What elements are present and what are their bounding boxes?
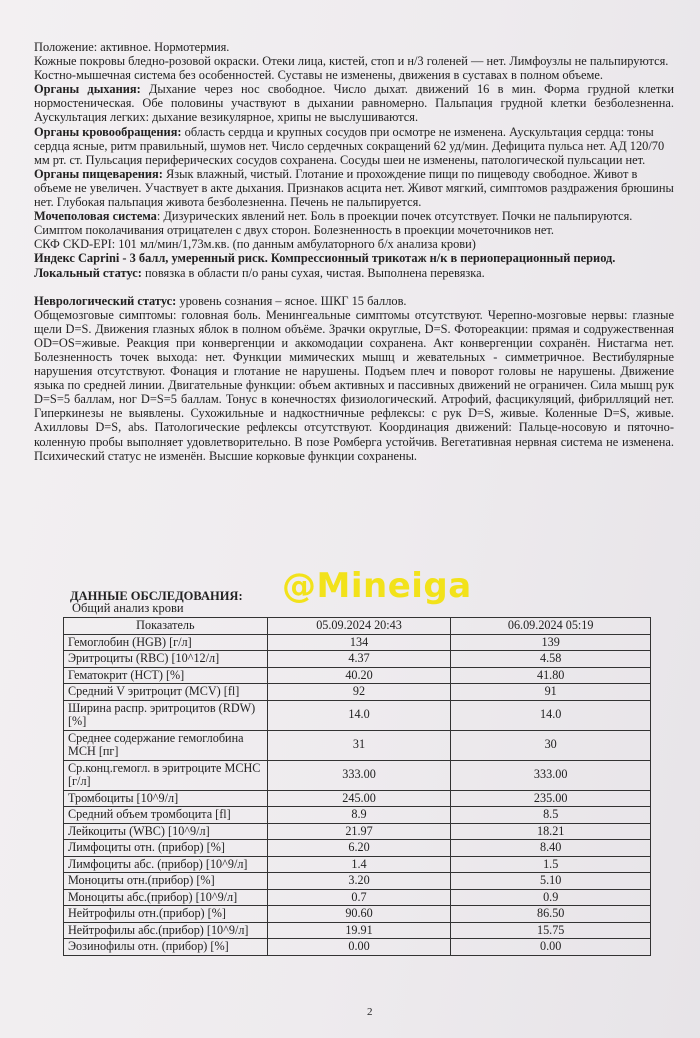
table-cell-value: 333.00 <box>451 760 651 790</box>
ckd-line: СКФ CKD-EPI: 101 мл/мин/1,73м.кв. (по данным амбулаторного б/х анализа крови) <box>34 237 476 252</box>
table-cell-indicator: Средний объем тромбоцита [fl] <box>64 807 268 824</box>
table-cell-value: 18.21 <box>451 823 651 840</box>
table-cell-value: 0.7 <box>267 889 451 906</box>
neuro-status-paragraph: Неврологический статус: уровень сознания – ясное. ШКГ 15 баллов. <box>34 293 407 308</box>
skin-paragraph: Кожные покровы бледно-розовой окраски. Отеки лица, кистей, стоп и н/3 голеней — нет. Лимфоузлы не пальпируются. Костно-мышечная система без особенностей. Суставы не изменены, движения в суставах в полном объеме. <box>34 54 669 83</box>
header-indicator: Показатель <box>64 618 268 635</box>
table-cell-indicator: Среднее содержание гемоглобина MCH [пг] <box>64 730 268 760</box>
circulation-label: Органы кровообращения: <box>34 124 182 139</box>
table-cell-value: 21.97 <box>267 823 451 840</box>
table-cell-value: 15.75 <box>451 922 651 939</box>
table-cell-value: 4.58 <box>451 651 651 668</box>
table-cell-indicator: Моноциты отн.(прибор) [%] <box>64 873 268 890</box>
table-cell-value: 30 <box>451 730 651 760</box>
local-status-label: Локальный статус: <box>34 265 142 280</box>
neuro-status-label: Неврологический статус: <box>34 293 177 308</box>
table-row <box>64 906 651 923</box>
table-cell-value: 0.00 <box>267 939 451 956</box>
table-cell-value: 0.00 <box>451 939 651 956</box>
table-cell-value: 0.9 <box>451 889 651 906</box>
table-row <box>64 889 651 906</box>
table-cell-value: 31 <box>267 730 451 760</box>
table-row <box>64 730 651 760</box>
table-cell-indicator: Средний V эритроцит (MCV) [fl] <box>64 684 268 701</box>
table-cell-value: 86.50 <box>451 906 651 923</box>
table-cell-value: 14.0 <box>267 700 451 730</box>
table-cell-indicator: Эозинофилы отн. (прибор) [%] <box>64 939 268 956</box>
header-date-2: 06.09.2024 05:19 <box>451 618 651 635</box>
table-cell-indicator: Эритроциты (RBC) [10^12/л] <box>64 651 268 668</box>
table-cell-value: 90.60 <box>267 906 451 923</box>
table-cell-indicator: Гематокрит (HCT) [%] <box>64 667 268 684</box>
table-cell-value: 41.80 <box>451 667 651 684</box>
circulation-paragraph: Органы кровообращения: область сердца и крупных сосудов при осмотре не изменена. Аускультация сердца: тоны сердца ясные, ритм правильный, шумов нет. Число сердечных сокращений 62 уд/мин. Дефицита пульса нет. АД 120/70 мм рт. ст. Пульсация периферических сосудов сохранена. Сосуды шеи не изменены, патологической пульсации нет. <box>34 124 665 167</box>
table-cell-value: 6.20 <box>267 840 451 857</box>
table-cell-value: 333.00 <box>267 760 451 790</box>
table-row <box>64 840 651 857</box>
table-row <box>64 873 651 890</box>
table-row <box>64 684 651 701</box>
exam-text <box>34 40 674 463</box>
table-row <box>64 939 651 956</box>
table-cell-value: 14.0 <box>451 700 651 730</box>
table-cell-indicator: Ср.конц.гемогл. в эритроците MCHC [г/л] <box>64 760 268 790</box>
table-cell-value: 8.9 <box>267 807 451 824</box>
table-cell-value: 8.5 <box>451 807 651 824</box>
table-cell-indicator: Гемоглобин (HGB) [г/л] <box>64 634 268 651</box>
table-cell-value: 19.91 <box>267 922 451 939</box>
header-date-1: 05.09.2024 20:43 <box>267 618 451 635</box>
table-cell-value: 5.10 <box>451 873 651 890</box>
table-cell-value: 134 <box>267 634 451 651</box>
digestion-label: Органы пищеварения: <box>34 166 163 181</box>
position-line: Положение: активное. Нормотермия. <box>34 40 230 54</box>
table-row <box>64 700 651 730</box>
table-cell-value: 3.20 <box>267 873 451 890</box>
exam-section-subtitle: Общий анализ крови <box>72 601 184 615</box>
table-cell-indicator: Ширина распр. эритроцитов (RDW) [%] <box>64 700 268 730</box>
table-row <box>64 790 651 807</box>
digestion-paragraph: Органы пищеварения: Язык влажный, чистый. Глотание и прохождение пищи по пищеводу свободное. Живот в объеме не увеличен. Участвует в акте дыхания. Признаков асцита нет. Живот мягкий, симптомов раздражения брюшины нет. Глубокая пальпация живота безболезненна. Печень не пальпируется. <box>34 166 674 210</box>
table-row <box>64 651 651 668</box>
table-cell-value: 139 <box>451 634 651 651</box>
local-status-paragraph: Локальный статус: повязка в области п/о раны сухая, чистая. Выполнена перевязка. <box>34 265 485 280</box>
exam-section-title: ДАННЫЕ ОБСЛЕДОВАНИЯ: <box>70 589 243 603</box>
table-cell-indicator: Лейкоциты (WBC) [10^9/л] <box>64 823 268 840</box>
watermark: @Mineiga <box>282 566 472 606</box>
table-row <box>64 807 651 824</box>
table-cell-value: 235.00 <box>451 790 651 807</box>
table-cell-value: 1.5 <box>451 856 651 873</box>
urogenital-label: Мочеполовая система <box>34 209 157 224</box>
page-number: 2 <box>367 1006 373 1018</box>
neuro-body-paragraph: Общемозговые симптомы: головная боль. Менингеальные симптомы отсутствуют. Черепно-мозговые нервы: глазные щели D=S. Движения глазных яблок в полном объёме. Зрачки округлые, D=S. Фотореакции: прямая и содружественная OD=OS=живые. Реакция при конвергенции и аккомодации сохранена. Акт конвергенции сохранён. Нистагма нет. Болезненность точек выхода: нет. Функции мимических мышц и жевательных - симметричное. Вестибулярные нарушения отсутствуют. Фонация и глотание не нарушены. Подъем плеч и поворот головы не нарушены. Движение языка по средней линии. Двигательные функции: объем активных и пассивных движений не ограничен. Сила мышц рук D=S=5 баллам, ног D=S=5 баллам. Тонус в конечностях физиологический. Атрофий, фасцикуляций, фибрилляций нет. Гиперкинезы не выявлены. Сухожильные и надкостничные рефлексы: с рук D=S, живые. Коленные D=S, живые. Ахилловы D=S, abs. Патологические рефлексы отсутствуют. Координация движений: Пальце-носовую и пяточно-коленную пробы выполняет удовлетворительно. В позе Ромберга устойчив. Вегетативная нервная система не изменена. Психический статус не изменён. Высшие корковые функции сохранены. <box>34 307 674 463</box>
blood-test-table <box>63 617 651 956</box>
table-cell-value: 40.20 <box>267 667 451 684</box>
table-header-row <box>64 618 651 635</box>
urogenital-paragraph: Мочеполовая система: Дизурических явлений нет. Боль в проекции почек отсутствует. Почки не пальпируются. Симптом поколачивания отрицателен с двух сторон. Болезненность в проекции мочеточников нет. <box>34 209 633 238</box>
table-cell-indicator: Нейтрофилы отн.(прибор) [%] <box>64 906 268 923</box>
table-cell-value: 245.00 <box>267 790 451 807</box>
table-row <box>64 634 651 651</box>
table-cell-indicator: Моноциты абс.(прибор) [10^9/л] <box>64 889 268 906</box>
respiratory-label: Органы дыхания: <box>34 82 141 97</box>
table-row <box>64 760 651 790</box>
table-cell-value: 91 <box>451 684 651 701</box>
table-cell-indicator: Тромбоциты [10^9/л] <box>64 790 268 807</box>
table-cell-indicator: Нейтрофилы абс.(прибор) [10^9/л] <box>64 922 268 939</box>
table-cell-indicator: Лимфоциты отн. (прибор) [%] <box>64 840 268 857</box>
table-cell-value: 1.4 <box>267 856 451 873</box>
table-row <box>64 922 651 939</box>
table-cell-value: 4.37 <box>267 651 451 668</box>
caprini-line: Индекс Caprini - 3 балл, умеренный риск. Компрессионный трикотаж н/к в периоперационный период. <box>34 251 616 266</box>
table-cell-indicator: Лимфоциты абс. (прибор) [10^9/л] <box>64 856 268 873</box>
table-row <box>64 823 651 840</box>
table-cell-value: 92 <box>267 684 451 701</box>
table-cell-value: 8.40 <box>451 840 651 857</box>
table-row <box>64 856 651 873</box>
respiratory-paragraph: Органы дыхания: Дыхание через нос свободное. Число дыхат. движений 16 в мин. Форма грудной клетки нормостеническая. Обе половины участвуют в дыхании равномерно. Пальпация грудной клетки безболезненна. Аускультация легких: дыхание везикулярное, хрипы не выслушиваются. <box>34 82 674 125</box>
table-row <box>64 667 651 684</box>
